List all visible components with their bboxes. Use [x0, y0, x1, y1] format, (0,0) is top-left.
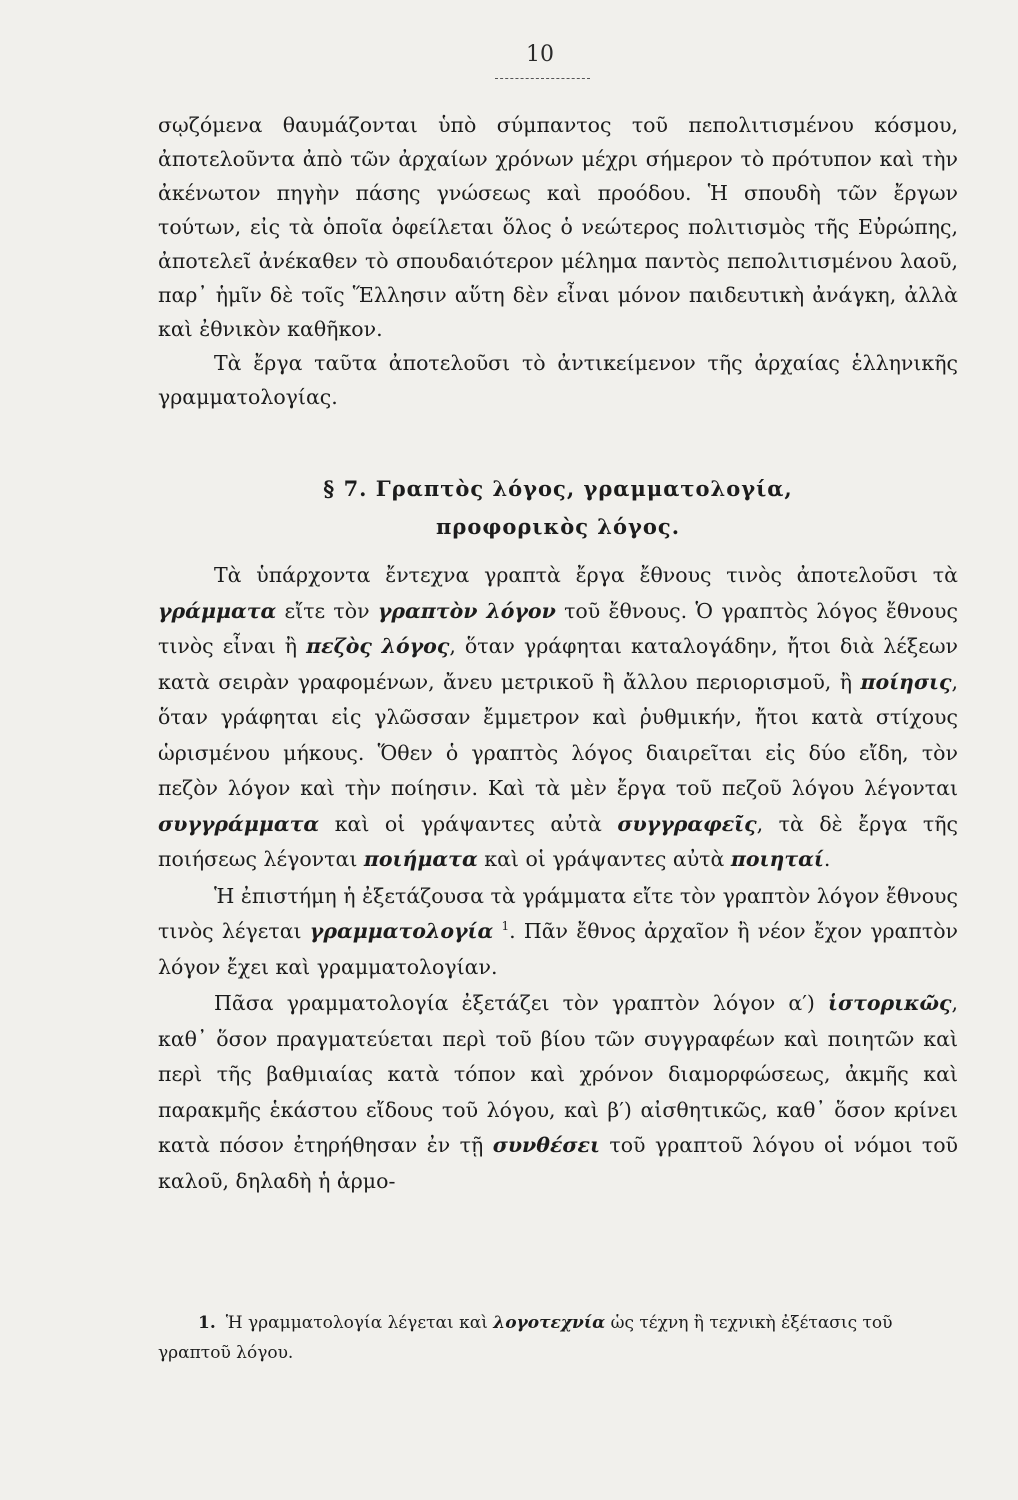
emphasis-term: γραμματολογία [309, 919, 494, 943]
text-run: τοῦ ἔθνους. Ὁ γραπτὸς λόγος ἔθνους τινὸς εἶναι ἢ [158, 598, 958, 658]
emphasis-term: γραπτὸν λόγον [377, 598, 556, 623]
footnote-marker: 1 [501, 919, 510, 934]
header-rule [495, 78, 590, 79]
text-run: , τὰ δὲ ἔργα τῆς ποιήσεως λέγονται [158, 811, 958, 871]
section-heading-line-1: § 7. Γραπτὸς λόγος, γραμματολογία, [323, 476, 793, 501]
emphasis-term: λογοτεχνία [493, 1313, 606, 1333]
emphasis-term: ποίησις [860, 669, 952, 694]
paragraph-method [158, 986, 958, 1199]
emphasis-term: ποιηταί [730, 847, 824, 871]
emphasis-term: γράμματα [158, 598, 277, 623]
intro-text [158, 108, 958, 414]
text-run: Ἡ γραμματολογία λέγεται καὶ [225, 1313, 494, 1333]
text-run: . [823, 847, 831, 871]
text-run: καὶ οἱ γράψαντες αὐτὰ [319, 811, 618, 836]
section-body [158, 558, 958, 1200]
emphasis-term: ἱστορικῶς [828, 991, 952, 1015]
section-heading [158, 470, 958, 546]
footnote [158, 1308, 958, 1368]
text-run: Τὰ ὑπάρχοντα ἔντεχνα γραπτὰ ἔργα ἔθνους τινὸς ἀποτελοῦσι τὰ [214, 563, 958, 587]
text-run: καὶ οἱ γράψαντες αὐτὰ [477, 847, 731, 871]
text-run: . Πᾶν ἔθνος ἀρχαῖον ἢ νέον ἔχον γραπτὸν λόγον ἔχει καὶ γραμματολογίαν. [158, 919, 958, 979]
intro-paragraph-2: Τὰ ἔργα ταῦτα ἀποτελοῦσι τὸ ἀντικείμενον τῆς ἀρχαίας ἑλληνικῆς γραμματολογίας. [158, 351, 958, 409]
emphasis-term: συνθέσει [492, 1133, 600, 1157]
text-run: , ὅταν γράφηται καταλογάδην, ἤτοι διὰ λέξεων κατὰ σειρὰν γραφομένων, ἄνευ μετρικοῦ ἢ ἄλλου περιορισμοῦ, ἢ [158, 634, 959, 694]
text-run: τοῦ γραπτοῦ λόγου οἱ νόμοι τοῦ καλοῦ, δηλαδὴ ἡ ἁρμο- [158, 1133, 958, 1193]
footnote-number: 1. [198, 1313, 216, 1333]
text-run: Πᾶσα γραμματολογία ἐξετάζει τὸν γραπτὸν λόγον α′) [214, 991, 829, 1015]
text-run: εἴτε τὸν [276, 598, 378, 623]
text-run: , καθ᾽ ὅσον πραγματεύεται περὶ τοῦ βίου τῶν συγγραφέων καὶ ποιητῶν καὶ περὶ τῆς βαθμιαίας κατὰ τόπον καὶ χρόνον διαμορφώσεως, ἀκμῆς καὶ παρακμῆς ἑκάστου εἴδους τοῦ λόγου, καὶ β′) αἰσθητικῶς, καθ᾽ ὅσον κρίνει κατὰ πόσον ἐτηρήθησαν ἐν τῇ [158, 991, 958, 1157]
paragraph-literature [158, 879, 958, 986]
text-run: ὡς τέχνη ἢ τεχνικὴ ἐξέτασις τοῦ γραπτοῦ λόγου. [158, 1313, 893, 1363]
text-run: , ὅταν γράφηται εἰς γλῶσσαν ἔμμετρον καὶ ῥυθμικήν, ἤτοι κατὰ στίχους ὡρισμένου μήκους. Ὅθεν ὁ γραπτὸς λόγος διαιρεῖται εἰς δύο εἴδη, τὸν πεζὸν λόγον καὶ τὴν ποίησιν. Καὶ τὰ μὲν ἔργα τοῦ πεζοῦ λόγου λέγονται [158, 669, 958, 800]
emphasis-term: ποιήματα [363, 847, 478, 871]
page-number: 10 [526, 42, 554, 67]
text-run: Ἡ ἐπιστήμη ἡ ἐξετάζουσα τὰ γράμματα εἴτε τὸν γραπτὸν λόγον ἔθνους τινὸς λέγεται [158, 883, 958, 943]
emphasis-term: πεζὸς λόγος [306, 634, 450, 658]
emphasis-term: συγγράμματα [158, 811, 320, 836]
intro-paragraph: σῳζόμενα θαυμάζονται ὑπὸ σύμπαντος τοῦ πεπολιτισμένου κόσμου, ἀποτελοῦντα ἀπὸ τῶν ἀρχαίων χρόνων μέχρι σήμερον τὸ πρότυπον καὶ τὴν ἀκένωτον πηγὴν πάσης γνώσεως καὶ προόδου. Ἡ σπουδὴ τῶν ἔργων τούτων, εἰς τὰ ὁποῖα ὀφείλεται ὅλος ὁ νεώτερος πολιτισμὸς τῆς Εὐρώπης, ἀποτελεῖ ἀνέκαθεν τὸ σπουδαιότερον μέλημα παντὸς πεπολιτισμένου λαοῦ, παρ᾽ ἡμῖν δὲ τοῖς Ἕλλησιν αὕτη δὲν εἶναι μόνον παιδευτικὴ ἀνάγκη, ἀλλὰ καὶ ἐθνικὸν καθῆκον. [158, 113, 958, 341]
paragraph-written-word [158, 558, 958, 878]
emphasis-term: συγγραφεῖς [617, 811, 757, 836]
section-heading-line-2: προφορικὸς λόγος. [435, 514, 681, 539]
